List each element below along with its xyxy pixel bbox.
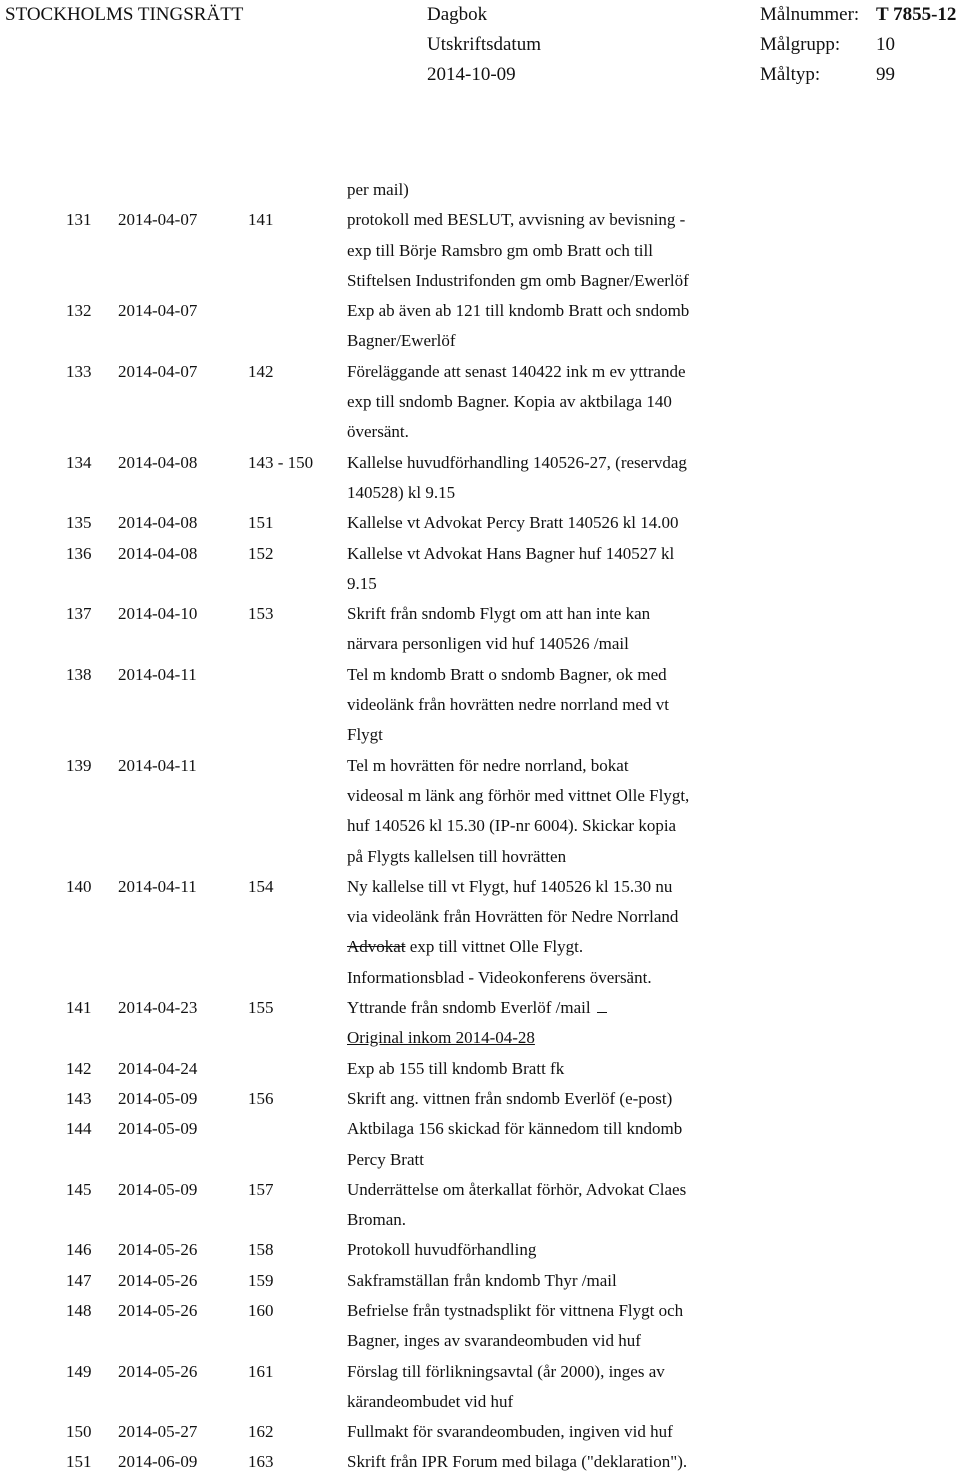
entry-line: [0, 508, 960, 538]
entry-line: [0, 266, 960, 296]
entry-line: [0, 1084, 960, 1114]
entry-text: 9.15: [347, 573, 377, 593]
journal-entry: [0, 1266, 960, 1296]
entry-text: Tel m hovrätten för nedre norrland, bokat: [347, 755, 629, 775]
entry-aktbilaga: 162: [248, 1422, 274, 1442]
entry-line: [0, 1417, 960, 1447]
entry-text: Yttrande från sndomb Everlöf /mail: [347, 993, 607, 1023]
entry-text: Kallelse vt Advokat Hans Bagner huf 140527 kl: [347, 543, 675, 563]
entry-date: 2014-04-08: [118, 452, 198, 472]
entry-number: 132: [66, 301, 92, 321]
entry-date: 2014-04-11: [118, 664, 197, 684]
entry-number: 133: [66, 361, 92, 381]
entry-date: 2014-05-09: [118, 1179, 198, 1199]
entry-line: [0, 205, 960, 235]
entry-date: 2014-04-07: [118, 301, 198, 321]
journal-entry: [0, 539, 960, 600]
entry-aktbilaga: 161: [248, 1361, 274, 1381]
page-header: [0, 0, 960, 100]
journal-entry: [0, 1447, 960, 1477]
journal-entry: [0, 1175, 960, 1236]
entry-line: [0, 902, 960, 932]
entry-line: [0, 296, 960, 326]
entry-number: 151: [66, 1452, 92, 1472]
entry-text: Protokoll huvudförhandling: [347, 1240, 537, 1260]
journal-entry: [0, 1417, 960, 1447]
entry-number: 135: [66, 513, 92, 533]
entry-text: Informationsblad - Videokonferens översänt.: [347, 967, 652, 987]
entry-text: närvara personligen vid huf 140526 /mail: [347, 634, 629, 654]
entry-text: Exp ab 155 till kndomb Bratt fk: [347, 1058, 565, 1078]
entry-line: [0, 629, 960, 659]
entry-line: [0, 842, 960, 872]
journal-log: [0, 175, 960, 1478]
entry-text: Skrift ang. vittnen från sndomb Everlöf (e-post): [347, 1088, 673, 1108]
entry-line: [0, 1023, 960, 1053]
entry-text: 140528) kl 9.15: [347, 482, 456, 502]
case-type-label: Måltyp:: [760, 64, 821, 85]
entry-line: [0, 963, 960, 993]
entry-text: protokoll med BESLUT, avvisning av bevisning -: [347, 210, 686, 230]
entry-text: Förslag till förlikningsavtal (år 2000), inges av: [347, 1361, 665, 1381]
continuation-text: per mail): [347, 180, 409, 199]
entry-line: [0, 599, 960, 629]
document-title: Dagbok: [427, 4, 488, 25]
journal-entry: [0, 1054, 960, 1084]
entry-text: Befrielse från tystnadsplikt för vittnena Flygt och: [347, 1300, 684, 1320]
entry-text: Stiftelsen Industrifonden gm omb Bagner/Ewerlöf: [347, 270, 689, 290]
entry-date: 2014-04-11: [118, 876, 197, 896]
journal-entry: [0, 508, 960, 538]
entry-date: 2014-04-11: [118, 755, 197, 775]
entry-line: [0, 326, 960, 356]
journal-entry: [0, 1235, 960, 1265]
entry-line: [0, 751, 960, 781]
entry-number: 149: [66, 1361, 92, 1381]
entry-text: Flygt: [347, 725, 383, 745]
entry-number: 139: [66, 755, 92, 775]
entry-number: 134: [66, 452, 92, 472]
entry-aktbilaga: 157: [248, 1179, 274, 1199]
entry-date: 2014-05-09: [118, 1119, 198, 1139]
entry-line: [0, 1235, 960, 1265]
entry-text: Underrättelse om återkallat förhör, Advokat Claes: [347, 1179, 687, 1199]
entry-number: 146: [66, 1240, 92, 1260]
entry-text: Tel m kndomb Bratt o sndomb Bagner, ok med: [347, 664, 667, 684]
entry-line: [0, 1266, 960, 1296]
entry-date: 2014-05-26: [118, 1361, 198, 1381]
case-group-label: Målgrupp:: [760, 34, 841, 55]
entry-text: Ny kallelse till vt Flygt, huf 140526 kl 15.30 nu: [347, 876, 673, 896]
journal-entry: [0, 872, 960, 993]
journal-entry: [0, 1296, 960, 1357]
entry-date: 2014-04-10: [118, 604, 198, 624]
entry-text: exp till sndomb Bagner. Kopia av aktbilaga 140: [347, 392, 672, 412]
entry-date: 2014-04-08: [118, 513, 198, 533]
entry-line: [0, 872, 960, 902]
entry-text: Kallelse huvudförhandling 140526-27, (reservdag: [347, 452, 687, 472]
entry-line: [0, 539, 960, 569]
case-number: T 7855-12: [876, 4, 957, 25]
journal-entry: [0, 357, 960, 448]
entry-aktbilaga: 153: [248, 604, 274, 624]
court-name: STOCKHOLMS TINGSRÄTT: [5, 4, 244, 25]
entry-text: översänt.: [347, 422, 409, 442]
entry-date: 2014-06-09: [118, 1452, 198, 1472]
entry-text: Bagner, inges av svarandeombuden vid huf: [347, 1331, 641, 1351]
entry-date: 2014-04-07: [118, 361, 198, 381]
entry-number: 142: [66, 1058, 92, 1078]
continuation-line: [0, 175, 960, 205]
entry-text: videolänk från hovrätten nedre norrland med vt: [347, 695, 669, 715]
entry-text: Percy Bratt: [347, 1149, 424, 1169]
journal-entry: [0, 751, 960, 872]
entry-line: [0, 1326, 960, 1356]
entry-aktbilaga: 156: [248, 1088, 274, 1108]
entry-text: Föreläggande att senast 140422 ink m ev yttrande: [347, 361, 686, 381]
journal-entry: [0, 1084, 960, 1114]
entry-text: Bagner/Ewerlöf: [347, 331, 456, 351]
entry-line: [0, 1145, 960, 1175]
entry-aktbilaga: 163: [248, 1452, 274, 1472]
journal-entry: [0, 205, 960, 296]
entry-line: [0, 448, 960, 478]
entry-number: 140: [66, 876, 92, 896]
entry-date: 2014-04-23: [118, 998, 198, 1018]
entry-line: [0, 690, 960, 720]
entry-line: [0, 1387, 960, 1417]
entry-line: [0, 569, 960, 599]
entry-text: Broman.: [347, 1210, 407, 1230]
entry-text: Exp ab även ab 121 till kndomb Bratt och sndomb: [347, 301, 690, 321]
entry-text: Fullmakt för svarandeombuden, ingiven vid huf: [347, 1422, 673, 1442]
entry-line: [0, 811, 960, 841]
entry-date: 2014-05-26: [118, 1300, 198, 1320]
entry-line: [0, 236, 960, 266]
case-number-label: Målnummer:: [760, 4, 860, 25]
case-type: 99: [876, 64, 895, 85]
entry-date: 2014-05-09: [118, 1088, 198, 1108]
entry-date: 2014-04-08: [118, 543, 198, 563]
entry-line: [0, 417, 960, 447]
entry-date: 2014-04-24: [118, 1058, 198, 1078]
entry-aktbilaga: 159: [248, 1270, 274, 1290]
entry-text: huf 140526 kl 15.30 (IP-nr 6004). Skickar kopia: [347, 816, 677, 836]
entry-date: 2014-05-26: [118, 1270, 198, 1290]
entry-line: [0, 1114, 960, 1144]
journal-entry: [0, 599, 960, 660]
entry-date: 2014-05-26: [118, 1240, 198, 1260]
entry-text: Skrift från IPR Forum med bilaga ("deklaration").: [347, 1452, 688, 1472]
entry-text: Sakframställan från kndomb Thyr /mail: [347, 1270, 617, 1290]
entry-line: [0, 1175, 960, 1205]
entry-line: [0, 660, 960, 690]
entry-aktbilaga: 154: [248, 876, 274, 896]
entry-number: 137: [66, 604, 92, 624]
entry-number: 147: [66, 1270, 92, 1290]
entry-line: [0, 387, 960, 417]
entry-line: [0, 1296, 960, 1326]
journal-entry: [0, 993, 960, 1054]
entry-text: exp till Börje Ramsbro gm omb Bratt och till: [347, 240, 653, 260]
struck-word: Advokat: [347, 937, 406, 957]
entry-line: [0, 1054, 960, 1084]
entry-line: [0, 993, 960, 1023]
entry-number: 138: [66, 664, 92, 684]
entry-text: Original inkom 2014-04-28: [347, 1028, 535, 1048]
entry-date: 2014-05-27: [118, 1422, 198, 1442]
journal-entry: [0, 660, 960, 751]
entry-aktbilaga: 158: [248, 1240, 274, 1260]
print-date-label: Utskriftsdatum: [427, 34, 541, 55]
entry-aktbilaga: 152: [248, 543, 274, 563]
entry-number: 141: [66, 998, 92, 1018]
entry-text: via videolänk från Hovrätten för Nedre Norrland: [347, 907, 679, 927]
entry-text-rest: exp till vittnet Olle Flygt.: [405, 937, 584, 957]
entry-aktbilaga: 143 - 150: [248, 452, 314, 472]
entry-text: kärandeombudet vid huf: [347, 1391, 514, 1411]
entry-text: Kallelse vt Advokat Percy Bratt 140526 kl 14.00: [347, 513, 679, 533]
entry-line: [0, 1357, 960, 1387]
entry-number: 136: [66, 543, 92, 563]
entry-number: 145: [66, 1179, 92, 1199]
entry-aktbilaga: 151: [248, 513, 274, 533]
entry-line: [0, 932, 960, 962]
entry-number: 144: [66, 1119, 92, 1139]
underline-mark: [597, 994, 607, 1013]
entry-line: [0, 720, 960, 750]
entry-text: Aktbilaga 156 skickad för kännedom till kndomb: [347, 1119, 683, 1139]
entry-number: 143: [66, 1088, 92, 1108]
entry-text: på Flygts kallelsen till hovrätten: [347, 846, 567, 866]
print-date: 2014-10-09: [427, 64, 516, 85]
entry-line: [0, 1447, 960, 1477]
entry-aktbilaga: 160: [248, 1300, 274, 1320]
entry-number: 150: [66, 1422, 92, 1442]
journal-entry: [0, 1357, 960, 1418]
entry-number: 148: [66, 1300, 92, 1320]
entry-text: videosal m länk ang förhör med vittnet Olle Flygt,: [347, 785, 690, 805]
entry-number: 131: [66, 210, 92, 230]
entry-line: [0, 478, 960, 508]
entry-text: Skrift från sndomb Flygt om att han inte kan: [347, 604, 651, 624]
entry-aktbilaga: 155: [248, 998, 274, 1018]
entry-date: 2014-04-07: [118, 210, 198, 230]
entry-aktbilaga: 142: [248, 361, 274, 381]
journal-entry: [0, 1114, 960, 1175]
entry-line: [0, 781, 960, 811]
journal-entry: [0, 448, 960, 509]
journal-entry: [0, 296, 960, 357]
entry-line: [0, 357, 960, 387]
entry-text: [347, 932, 583, 962]
case-group: 10: [876, 34, 895, 55]
entry-aktbilaga: 141: [248, 210, 274, 230]
entry-line: [0, 1205, 960, 1235]
